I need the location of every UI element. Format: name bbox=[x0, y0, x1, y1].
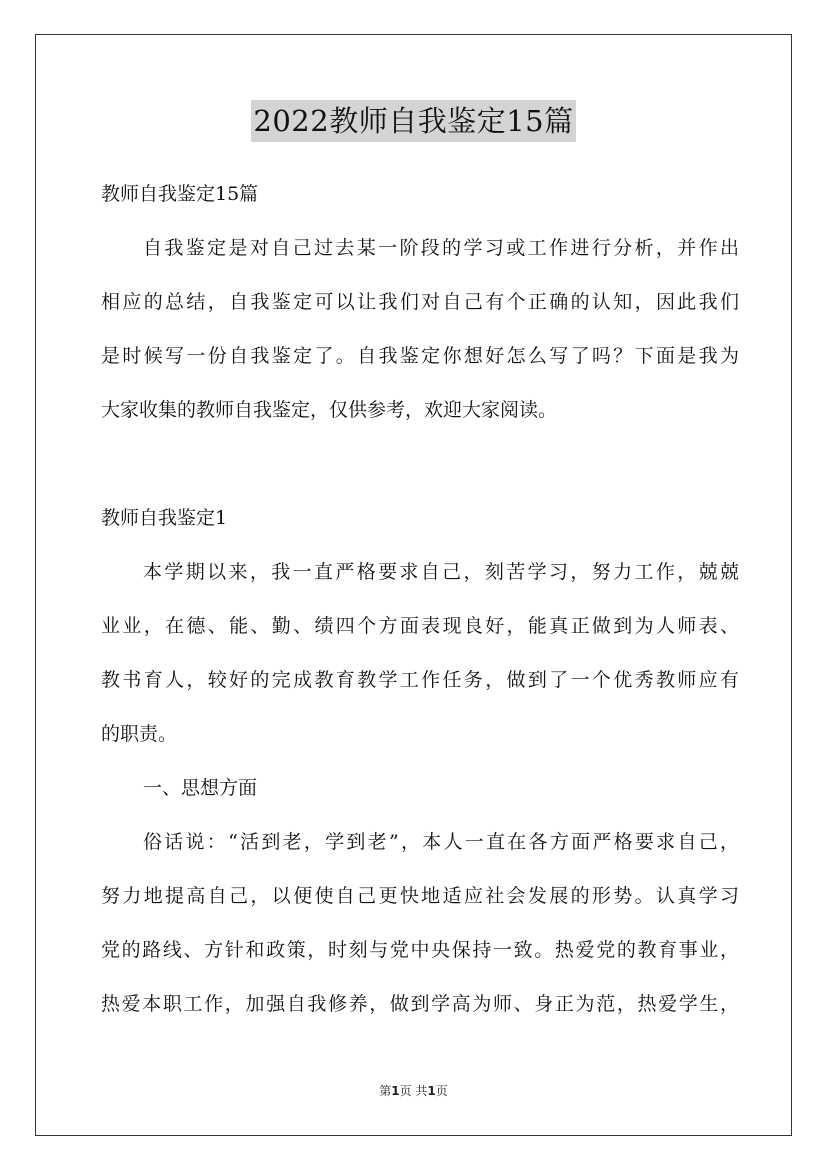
subtitle: 教师自我鉴定15篇 bbox=[101, 183, 259, 205]
paragraph-line: 热爱本职工作，加强自我修养，做到学高为师、身正为范，热爱学生， bbox=[101, 993, 739, 1015]
intro-line: 是时候写一份自我鉴定了。自我鉴定你想好怎么写了吗？下面是我为 bbox=[101, 345, 739, 367]
footer-mid: 页 共 bbox=[399, 1084, 428, 1098]
page-footer bbox=[0, 1083, 827, 1099]
title-container bbox=[0, 100, 827, 142]
footer-current-page: 1 bbox=[391, 1084, 400, 1098]
footer-suffix: 页 bbox=[435, 1084, 448, 1098]
section-heading: 教师自我鉴定1 bbox=[101, 507, 228, 529]
sub-heading: 一、思想方面 bbox=[143, 777, 258, 799]
intro-line: 自我鉴定是对自己过去某一阶段的学习或工作进行分析，并作出 bbox=[143, 237, 739, 259]
footer-total-pages: 1 bbox=[427, 1084, 436, 1098]
paragraph-line: 的职责。 bbox=[101, 723, 178, 745]
paragraph-line: 业业，在德、能、勤、绩四个方面表现良好，能真正做到为人师表、 bbox=[101, 615, 739, 637]
paragraph-line: 教书育人，较好的完成教育教学工作任务，做到了一个优秀教师应有 bbox=[101, 669, 739, 691]
intro-line: 大家收集的教师自我鉴定，仅供参考，欢迎大家阅读。 bbox=[101, 399, 558, 421]
footer-prefix: 第 bbox=[379, 1084, 392, 1098]
document-title: 2022教师自我鉴定15篇 bbox=[251, 100, 575, 142]
paragraph-line: 本学期以来，我一直严格要求自己，刻苦学习，努力工作，兢兢 bbox=[143, 561, 739, 583]
paragraph-line: 努力地提高自己，以便使自己更快地适应社会发展的形势。认真学习 bbox=[101, 885, 739, 907]
paragraph-line: 党的路线、方针和政策，时刻与党中央保持一致。热爱党的教育事业， bbox=[101, 939, 739, 961]
intro-line: 相应的总结，自我鉴定可以让我们对自己有个正确的认知，因此我们 bbox=[101, 291, 739, 313]
paragraph-line: 俗话说：“活到老，学到老”，本人一直在各方面严格要求自己， bbox=[143, 831, 739, 853]
